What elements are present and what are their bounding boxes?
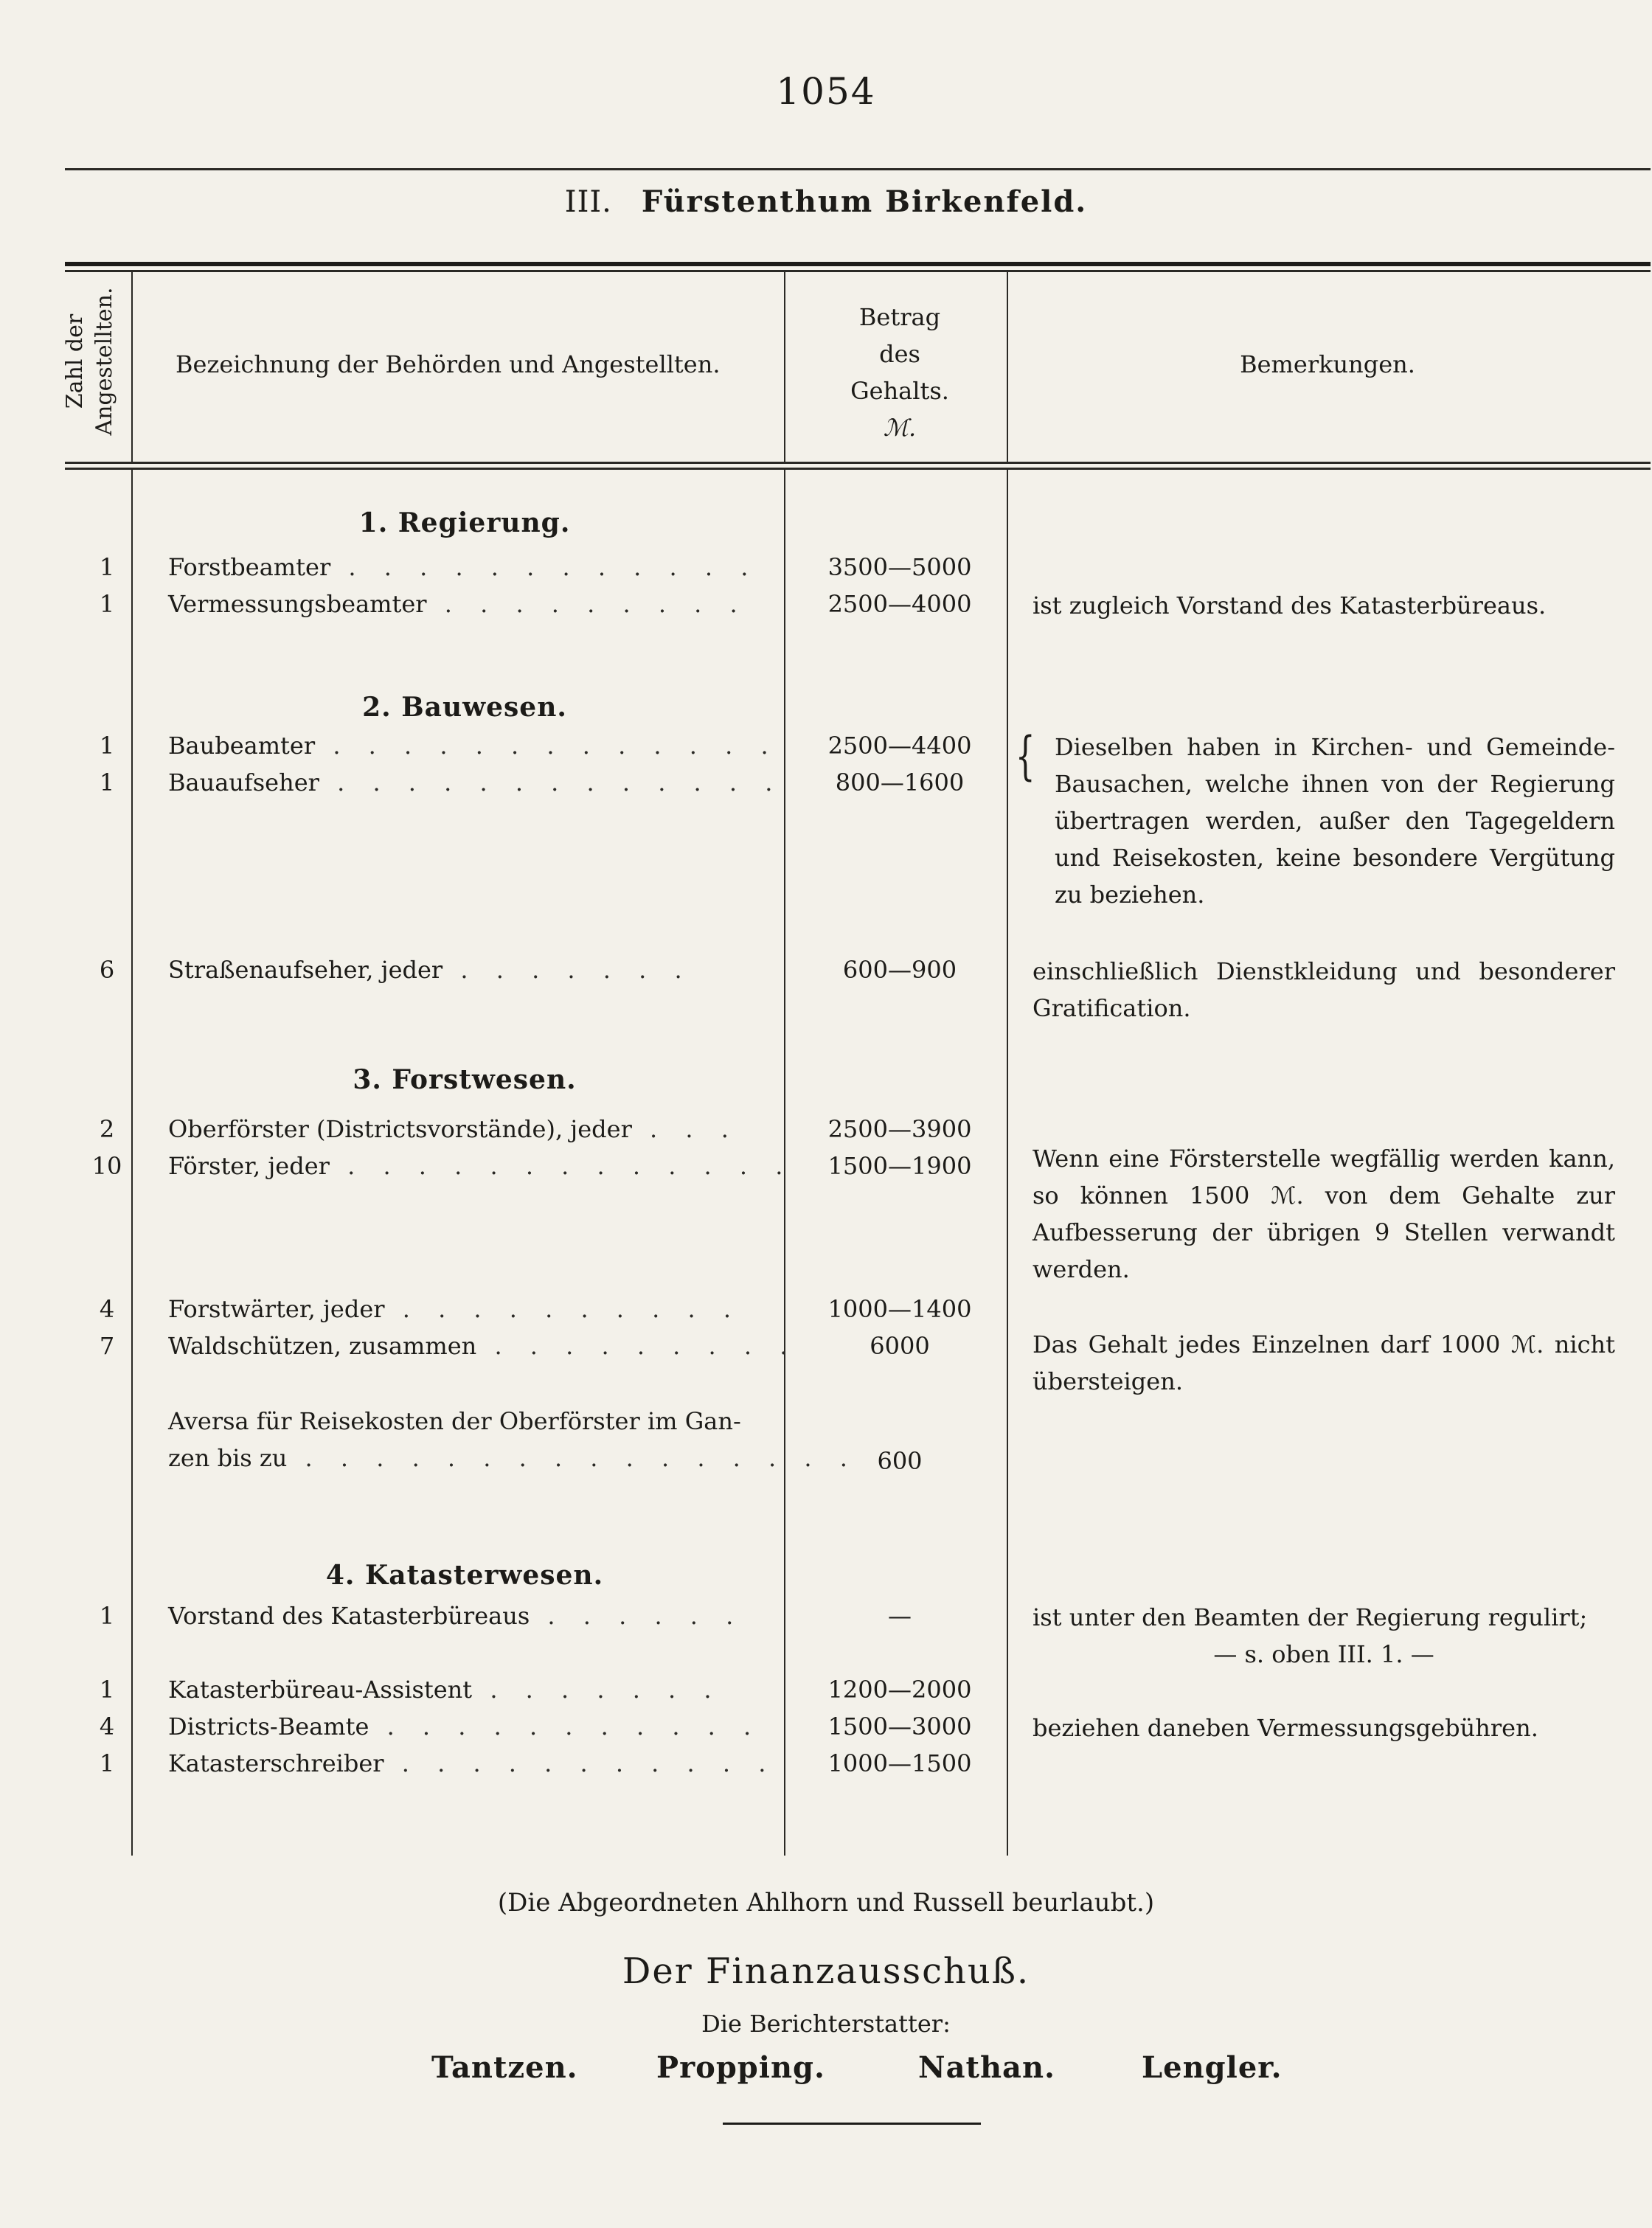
row-count: 4: [99, 1295, 115, 1323]
row-label-text: Vorstand des Katasterbüreaus: [168, 1602, 530, 1630]
dot-leader: . . .: [631, 1115, 739, 1143]
row-count: 1: [99, 1749, 115, 1777]
committee-title: Der Finanzausschuß.: [622, 1951, 1030, 1992]
row-label: [168, 732, 779, 760]
dot-leader: . . . . . . .: [442, 956, 693, 984]
row-count: 1: [99, 1676, 115, 1704]
row-label: [168, 768, 782, 797]
row-label-text: Oberförster (Districtsvorstände), jeder: [168, 1115, 632, 1143]
dot-leader: . . . . . . . . . . .: [384, 1749, 777, 1777]
footnote: (Die Abgeordneten Ahlhorn und Russell beurlaubt.): [497, 1888, 1155, 1918]
row-amount: 1500—1900: [827, 1152, 972, 1180]
row-remark: ist zugleich Vorstand des Katasterbüreaus.: [1032, 591, 1547, 620]
group-title-bauwesen: 2. Bauwesen.: [362, 692, 567, 723]
row-label: [168, 1676, 722, 1704]
row-label: [168, 956, 693, 984]
group-shared-remark: Dieselben haben in Kirchen- und Gemeinde-Bausachen, welche ihnen von der Regierung übertragen werden, außer den Tagegeldern und Reisekosten, keine besondere Vergütung zu beziehen.: [1055, 733, 1615, 909]
section-roman: III.: [564, 185, 612, 219]
header-amount-line: des: [879, 340, 920, 368]
header-designation: Bezeichnung der Behörden und Angestellten.: [176, 350, 721, 378]
row-count: 1: [99, 553, 115, 581]
row-label: [168, 1444, 858, 1472]
row-amount: 1200—2000: [827, 1676, 972, 1704]
dot-leader: . . . . . . . . . . . . .: [315, 732, 779, 760]
dot-leader: . . . . . . .: [472, 1676, 722, 1704]
row-amount: 600: [877, 1447, 923, 1475]
row-amount: —: [888, 1602, 912, 1630]
header-bottom-rule: [65, 462, 1651, 464]
reporter-name: Propping.: [656, 2050, 825, 2085]
dot-leader: . . . . . . . . .: [476, 1332, 798, 1360]
row-label: [168, 1407, 741, 1435]
dot-leader: . . . . . . . . . . . . .: [329, 1152, 794, 1180]
row-label: [168, 1115, 739, 1143]
row-remark: beziehen daneben Vermessungsgebühren.: [1032, 1714, 1538, 1742]
row-label-text: zen bis zu: [168, 1444, 288, 1472]
group-title-katasterwesen: 4. Katasterwesen.: [325, 1560, 604, 1591]
row-amount: 2500—4000: [827, 590, 972, 618]
row-remark: ist unter den Beamten der Regierung regulirt;: [1032, 1603, 1588, 1631]
row-remark: Das Gehalt jedes Einzelnen darf 1000 ℳ. nicht übersteigen.: [1032, 1330, 1615, 1395]
top-rule: [65, 168, 1651, 170]
row-remark: einschließlich Dienstkleidung und besonderer Gratification.: [1032, 957, 1615, 1022]
row-remark: — s. oben III. 1. —: [1213, 1640, 1434, 1668]
row-label: [168, 1749, 776, 1777]
row-count: 6: [99, 956, 115, 984]
row-label-text: Förster, jeder: [168, 1152, 330, 1180]
header-remarks: Bemerkungen.: [1240, 350, 1415, 378]
header-amount-line: Betrag: [858, 303, 941, 331]
page-number: 1054: [776, 70, 876, 113]
row-label: [168, 553, 758, 581]
row-amount: 2500—4400: [827, 732, 972, 760]
row-label-text: Waldschützen, zusammen: [168, 1332, 477, 1360]
header-amount-unit: ℳ.: [883, 414, 917, 442]
row-amount: 600—900: [842, 956, 957, 984]
row-label-text: Forstbeamter: [168, 553, 331, 581]
header-amount-line: Gehalts.: [850, 377, 949, 405]
row-count: 1: [99, 768, 115, 797]
row-label: [168, 1332, 797, 1360]
row-label-text: Forstwärter, jeder: [168, 1295, 385, 1323]
section-name: Fürstenthum Birkenfeld.: [641, 184, 1088, 219]
row-label: [168, 1712, 761, 1741]
header-divider-1: [131, 271, 133, 462]
row-label-text: Baubeamter: [168, 732, 316, 760]
header-count: Zahl der Angestellten.: [62, 287, 117, 436]
section-title: [0, 184, 1652, 219]
row-count: 2: [99, 1115, 115, 1143]
row-label-text: Districts-Beamte: [168, 1712, 369, 1741]
row-amount: 3500—5000: [827, 553, 972, 581]
reporter-name: Nathan.: [918, 2050, 1055, 2085]
header-amount: [793, 299, 1007, 446]
header-divider-2: [784, 271, 785, 462]
dot-leader: . . . . . . . . . .: [384, 1295, 741, 1323]
table-top-rule: [65, 262, 1651, 266]
row-count: 1: [99, 590, 115, 618]
row-label-text: Bauaufseher: [168, 768, 319, 797]
reporter-name: Tantzen.: [431, 2050, 578, 2085]
header-bottom-rule-2: [65, 468, 1651, 470]
end-rule: [723, 2123, 981, 2125]
row-count: 1: [99, 1602, 115, 1630]
row-amount: 1000—1500: [827, 1749, 972, 1777]
reporter-name: Lengler.: [1142, 2050, 1283, 2085]
row-label: [168, 1602, 743, 1630]
row-count: 7: [99, 1332, 115, 1360]
row-label-text: Katasterbüreau-Assistent: [168, 1676, 473, 1704]
dot-leader: . . . . . . . . .: [426, 590, 748, 618]
dot-leader: . . . . . . . . . . . .: [330, 553, 759, 581]
row-label-text: Vermessungsbeamter: [168, 590, 427, 618]
table-top-rule-2: [65, 270, 1651, 272]
dot-leader: . . . . . . . . . . . . . . . .: [287, 1444, 858, 1472]
row-label-text: Katasterschreiber: [168, 1749, 384, 1777]
row-amount: 1000—1400: [827, 1295, 972, 1323]
group-title-forstwesen: 3. Forstwesen.: [353, 1064, 577, 1095]
row-amount: 2500—3900: [827, 1115, 972, 1143]
row-label: [168, 590, 748, 618]
row-count: 10: [91, 1152, 122, 1180]
row-label-text: Aversa für Reisekosten der Oberförster im Gan-: [168, 1407, 741, 1435]
row-remark: Wenn eine Försterstelle wegfällig werden kann, so können 1500 ℳ. von dem Gehalte zur Aufbesserung der übrigen 9 Stellen verwandt werden.: [1032, 1145, 1615, 1283]
brace-icon: {: [1015, 726, 1035, 786]
dot-leader: . . . . . . . . . . .: [369, 1712, 762, 1741]
row-amount: 1500—3000: [827, 1712, 972, 1741]
row-label: [168, 1152, 793, 1180]
row-amount: 6000: [870, 1332, 930, 1360]
body-divider-3: [1007, 469, 1008, 1856]
row-count: 1: [99, 732, 115, 760]
row-count: 4: [99, 1712, 115, 1741]
dot-leader: . . . . . . . . . . . . .: [319, 768, 783, 797]
group-title-regierung: 1. Regierung.: [358, 507, 571, 538]
reporters-label: Die Berichterstatter:: [701, 2010, 951, 2038]
row-amount: 800—1600: [835, 768, 965, 797]
row-label: [168, 1295, 741, 1323]
row-label-text: Straßenaufseher, jeder: [168, 956, 443, 984]
dot-leader: . . . . . .: [530, 1602, 744, 1630]
